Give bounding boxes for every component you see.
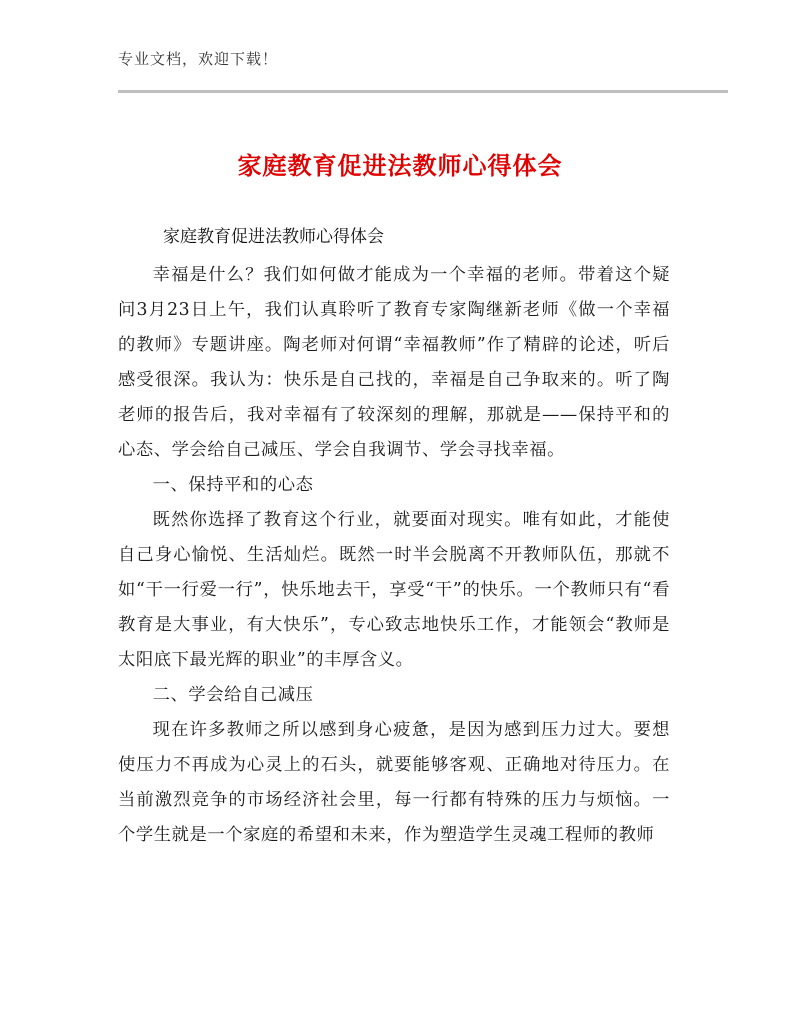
paragraph-intro: 幸福是什么？我们如何做才能成为一个幸福的老师。带着这个疑问3月23日上午，我们认真聆听了教育专家陶继新老师《做一个幸福的教师》专题讲座。陶老师对何谓“幸福教师”作了精辟的论述，听后感受很深。我认为：快乐是自己找的，幸福是自己争取来的。听了陶老师的报告后，我对幸福有了较深刻的理解，那就是——保持平和的心态、学会给自己减压、学会自我调节、学会寻找幸福。	[118, 265, 670, 460]
header-note: 专业文档，欢迎下载！	[118, 50, 279, 68]
paragraph-section-1: 既然你选择了教育这个行业，就要面对现实。唯有如此，才能使自己身心愉悦、生活灿烂。既然一时半会脱离不开教师队伍，那就不如“干一行爱一行”，快乐地去干，享受“干”的快乐。一个教师只有“看教育是大事业，有大快乐”，专心致志地快乐工作，才能领会“教师是太阳底下最光辉的职业”的丰厚含义。	[118, 510, 670, 670]
document-subtitle: 家庭教育促进法教师心得体会	[163, 227, 384, 247]
section-heading-1: 一、保持平和的心态	[152, 475, 314, 495]
document-body	[118, 258, 670, 853]
paragraph-section-2: 现在许多教师之所以感到身心疲惫，是因为感到压力过大。要想使压力不再成为心灵上的石头，就要能够客观、正确地对待压力。在当前激烈竞争的市场经济社会里，每一行都有特殊的压力与烦恼。一个学生就是一个家庭的希望和未来，作为塑造学生灵魂工程师的教师	[118, 720, 670, 845]
document-title: 家庭教育促进法教师心得体会	[237, 152, 563, 180]
section-heading-2: 二、学会给自己减压	[152, 685, 314, 705]
header-divider	[118, 90, 728, 93]
